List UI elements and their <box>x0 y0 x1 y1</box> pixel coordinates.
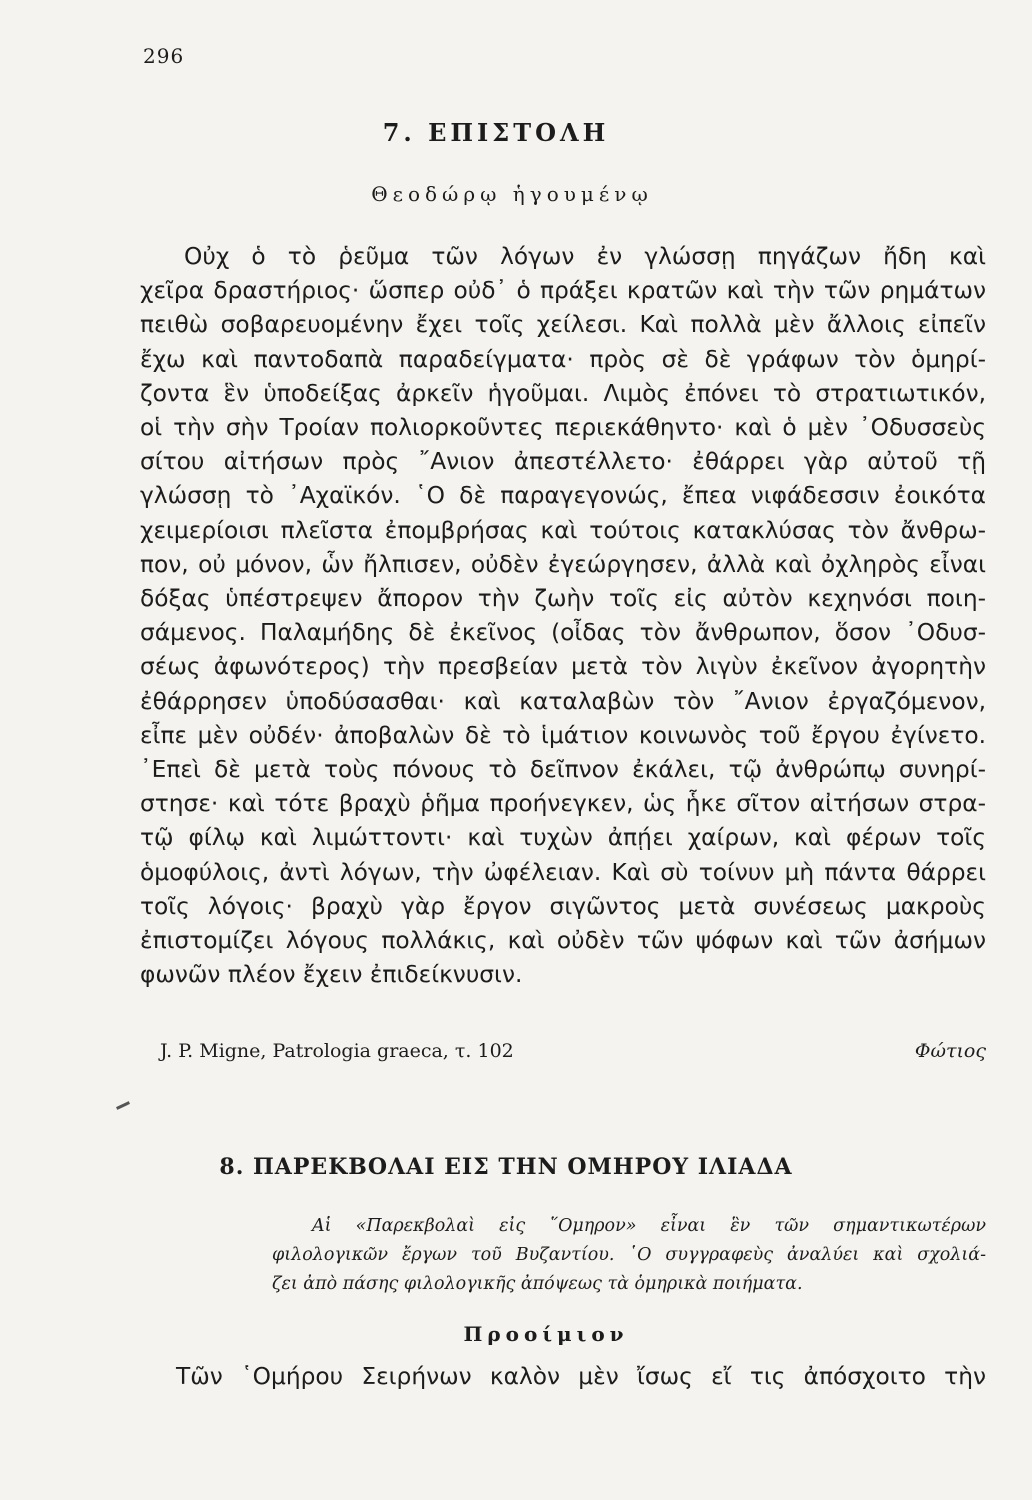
letter-line: τοῖς λόγοις· βραχὺ γὰρ ἔργον σιγῶντος μετὰ συνέσεως μακροὺς <box>140 892 986 920</box>
letter-line: γλώσσῃ τὸ ᾿Αχαϊκόν. ῾Ο δὲ παραγεγονώς, ἔπεα νιφάδεσσιν ἐοικότα <box>140 482 986 510</box>
letter-line: εἶπε μὲν οὐδέν· ἀποβαλὼν δὲ τὸ ἱμάτιον κοινωνὸς τοῦ ἔργου ἐγίνετο. <box>140 721 986 749</box>
letter-line: σίτου αἰτήσων πρὸς ῎Ανιον ἀπεστέλλετο· ἐθάρρει γὰρ αὐτοῦ τῇ <box>140 448 986 476</box>
intro-line: φιλολογικῶν ἔργων τοῦ Βυζαντίου. ῾Ο συγγραφεὺς ἀναλύει καὶ σχολιά- <box>272 1245 986 1265</box>
letter-line: οἱ τὴν σὴν Τροίαν πολιορκοῦντες περιεκάθηντο· καὶ ὁ μὲν ᾿Οδυσσεὺς <box>140 414 986 442</box>
section-8-intro <box>272 1212 986 1299</box>
letter-line: σάμενος. Παλαμήδης δὲ ἐκεῖνος (οἶδας τὸν ἄνθρωπον, ὅσον ᾿Οδυσ- <box>140 619 986 647</box>
letter-line: ὁμοφύλοις, ἀντὶ λόγων, τὴν ὠφέλειαν. Καὶ σὺ τοίνυν μὴ πάντα θάρρει <box>140 858 986 886</box>
letter-line: σέως ἀφωνότερος) τὴν πρεσβείαν μετὰ τὸν λιγὺν ἐκεῖνον ἀγορητὴν <box>140 653 986 681</box>
section-7-heading: 7. ΕΠΙΣΤΟΛΗ <box>382 118 610 147</box>
letter-line: ἐπιστομίζει λόγους πολλάκις, καὶ οὐδὲν τῶν ψόφων καὶ τῶν ἀσήμων <box>140 927 986 955</box>
letter-line: ᾿Επεὶ δὲ μετὰ τοὺς πόνους τὸ δεῖπνον ἐκάλει, τῷ ἀνθρώπῳ συνηρί- <box>140 756 986 784</box>
section-7-subheading: Θεοδώρῳ ἡγουμένῳ <box>371 182 653 206</box>
letter-line: τῷ φίλῳ καὶ λιμώττοντι· καὶ τυχὼν ἀπῄει χαίρων, καὶ φέρων τοῖς <box>140 824 986 852</box>
letter-line: χειμερίοισι πλεῖστα ἐπομβρήσας καὶ τούτοις κατακλύσας τὸν ἄνθρω- <box>140 516 986 544</box>
section-8-subheading: Προοίμιον <box>463 1322 629 1346</box>
prooimion-first-line: Τῶν ῾Ομήρου Σειρήνων καλὸν μὲν ἴσως εἴ τις ἀπόσχοιτο τὴν <box>176 1363 986 1390</box>
letter-body <box>140 240 986 992</box>
letter-line: δόξας ὑπέστρεψεν ἄπορον τὴν ζωὴν τοῖς εἰς αὐτὸν κεχηνόσι ποιη- <box>140 585 986 613</box>
intro-line: Αἱ «Παρεκβολαὶ εἰς ῞Ομηρον» εἶναι ἓν τῶν σημαντικωτέρων <box>312 1216 986 1236</box>
stray-ink-mark <box>116 1101 130 1110</box>
page-number: 296 <box>143 44 185 68</box>
section-8-heading: 8. ΠΑΡΕΚΒΟΛΑΙ ΕΙΣ ΤΗΝ ΟΜΗΡΟΥ ΙΛΙΑΔΑ <box>219 1154 793 1180</box>
letter-line: ἔχω καὶ παντοδαπὰ παραδείγματα· πρὸς σὲ δὲ γράφων τὸν ὁμηρί- <box>140 345 986 373</box>
letter-line: ζοντα ἓν ὑποδείξας ἀρκεῖν ἡγοῦμαι. Λιμὸς ἐπόνει τὸ στρατιωτικόν, <box>140 379 986 407</box>
intro-line: ζει ἀπὸ πάσης φιλολογικῆς ἀπόψεως τὰ ὁμηρικὰ ποιήματα. <box>272 1274 803 1294</box>
letter-line: χεῖρα δραστήριος· ὥσπερ οὐδ᾽ ὁ πράξει κρατῶν καὶ τὴν τῶν ρημάτων <box>140 277 986 305</box>
letter-line: στησε· καὶ τότε βραχὺ ῥῆμα προήνεγκεν, ὡς ἧκε σῖτον αἰτήσων στρα- <box>140 790 986 818</box>
author-name: Φώτιος <box>914 1040 986 1062</box>
letter-line: φωνῶν πλέον ἔχειν ἐπιδείκνυσιν. <box>140 961 523 989</box>
letter-line: ἐθάρρησεν ὑποδύσασθαι· καὶ καταλαβὼν τὸν ῎Ανιον ἐργαζόμενον, <box>140 687 986 715</box>
letter-line: πειθὼ σοβαρευομένην ἔχει τοῖς χείλεσι. Καὶ πολλὰ μὲν ἄλλοις εἰπεῖν <box>140 311 986 339</box>
letter-line: πον, οὐ μόνον, ὧν ἤλπισεν, οὐδὲν ἐγεώργησεν, ἀλλὰ καὶ ὀχληρὸς εἶναι <box>140 550 986 578</box>
source-reference: J. P. Migne, Patrologia graeca, τ. 102 <box>160 1040 514 1062</box>
letter-line: Οὐχ ὁ τὸ ῥεῦμα τῶν λόγων ἐν γλώσσῃ πηγάζων ἤδη καὶ <box>184 243 986 270</box>
